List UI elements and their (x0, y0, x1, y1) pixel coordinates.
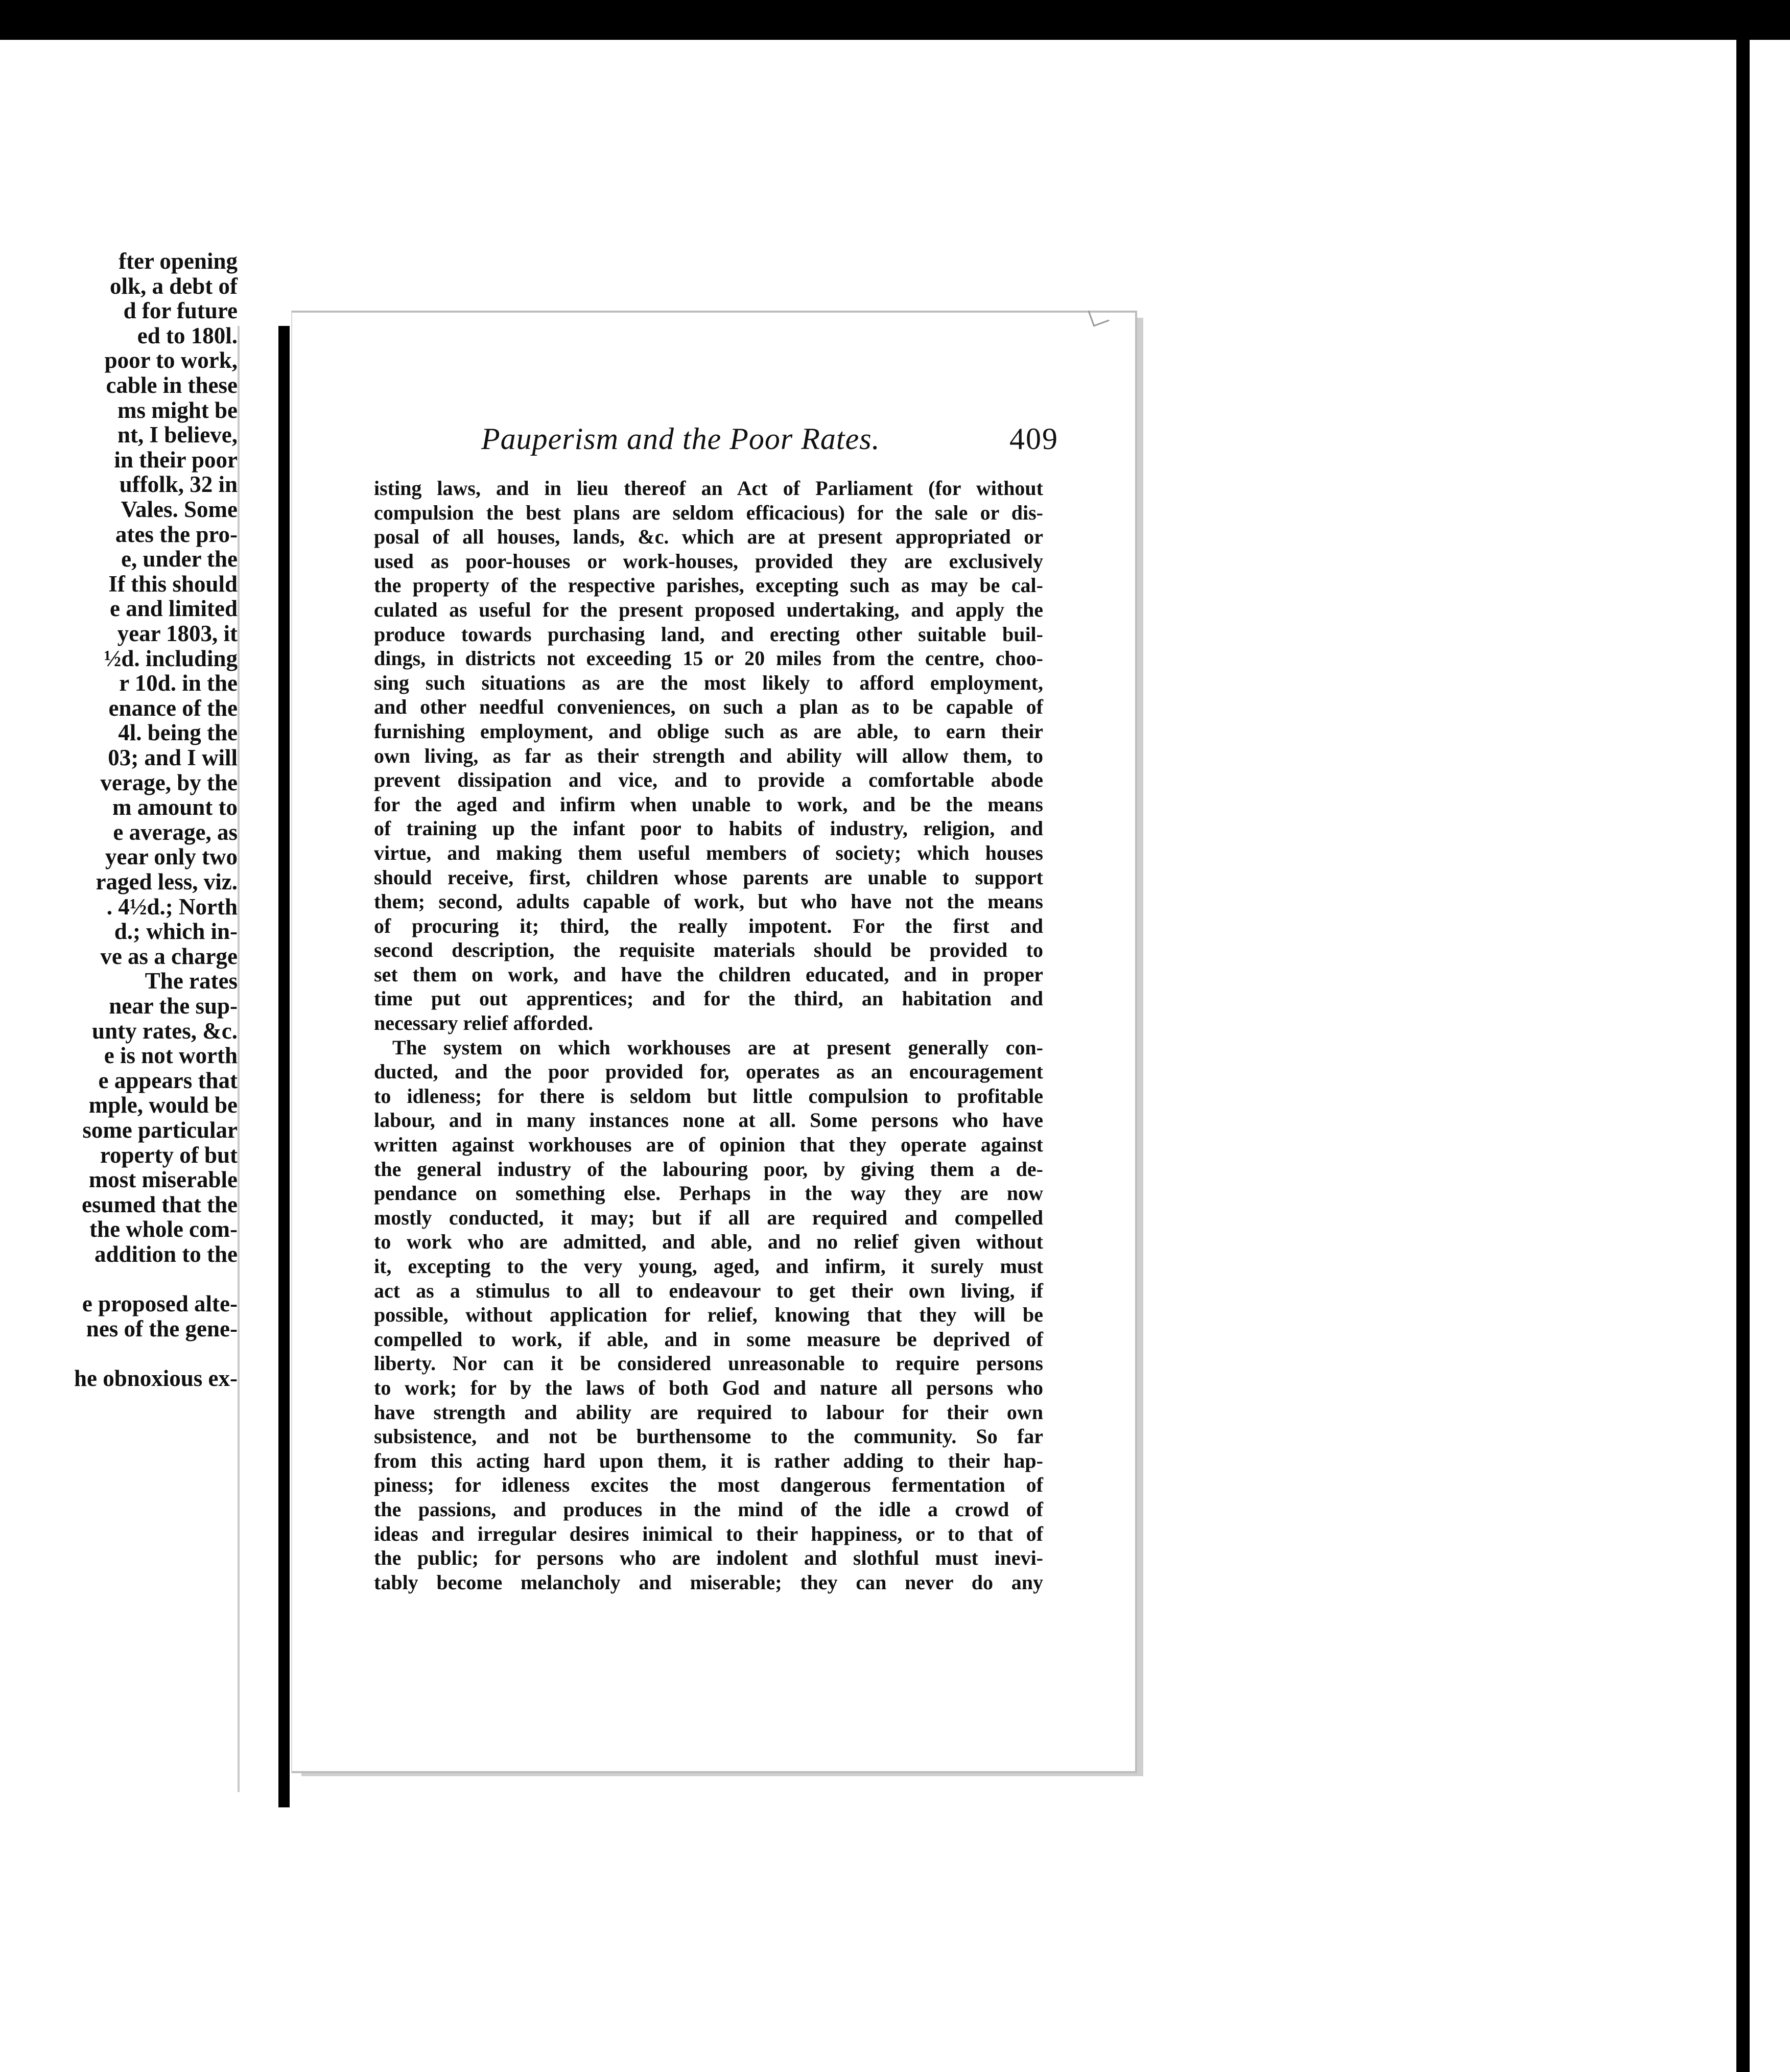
left-page-text-fragment: fter opening (119, 248, 238, 274)
text-line: isting laws, and in lieu thereof an Act of Parliament (for without (374, 477, 1043, 500)
body-text (374, 476, 1043, 1594)
text-line: produce towards purchasing land, and erecting other suitable buil- (374, 622, 1043, 646)
left-page-text-fragment: The rates (145, 968, 238, 994)
left-page-text-fragment: the whole com- (89, 1216, 238, 1242)
text-line: should receive, first, children whose parents are unable to support (374, 865, 1043, 889)
text-line: of procuring it; third, the really impotent. For the first and (374, 914, 1043, 937)
text-line: ducted, and the poor provided for, operates as an encouragement (374, 1060, 1043, 1084)
left-page-text-fragment: e is not worth (104, 1043, 238, 1069)
left-page-text-fragment: ed to 180l. (137, 322, 238, 348)
text-line: of training up the infant poor to habits of industry, religion, and (374, 817, 1043, 840)
left-page-text-fragment: addition to the (94, 1241, 238, 1267)
left-page-text-fragment: cable in these (106, 372, 238, 398)
text-line: possible, without application for relief, knowing that they will be (374, 1303, 1043, 1327)
left-page-text-fragment: most miserable (88, 1167, 238, 1193)
scan-top-border (0, 0, 1790, 40)
left-page-text-fragment: e, under the (121, 546, 238, 572)
text-line: labour, and in many instances none at all. Some persons who have (374, 1109, 1043, 1132)
scan-sheet (0, 40, 1750, 2072)
text-line: to idleness; for there is seldom but little compulsion to profitable (374, 1084, 1043, 1108)
text-line: time put out apprentices; and for the third, an habitation and (374, 987, 1043, 1010)
left-page-text-fragment: ½d. including (104, 645, 238, 671)
text-line: used as poor-houses or work-houses, provided they are exclusively (374, 549, 1043, 573)
right-page (291, 311, 1137, 1773)
text-line: virtue, and making them useful members of society; which houses (374, 841, 1043, 864)
text-line: furnishing employment, and oblige such as are able, to earn their (374, 719, 1043, 743)
text-line: liberty. Nor can it be considered unreasonable to require persons (374, 1352, 1043, 1375)
left-page-text-fragment: esumed that the (82, 1191, 238, 1217)
left-page-text-fragment: 03; and I will (108, 745, 238, 770)
text-line: from this acting hard upon them, it is rather adding to their hap- (374, 1449, 1043, 1472)
left-page-text-fragment: raged less, viz. (96, 869, 238, 894)
text-line: to work who are admitted, and able, and no relief given without (374, 1230, 1043, 1254)
left-page-text-fragment: 4l. being the (118, 720, 238, 746)
left-page-text-fragment: olk, a debt of (109, 273, 238, 299)
text-line: compulsion the best plans are seldom efficacious) for the sale or dis- (374, 501, 1043, 524)
text-line: own living, as far as their strength and ability will allow them, to (374, 744, 1043, 767)
left-page-text-fragment: in their poor (114, 446, 238, 473)
left-page-text-fragment: unty rates, &c. (92, 1018, 238, 1044)
book-gutter (278, 326, 290, 1807)
text-line: tably become melancholy and miserable; they can never do any (374, 1570, 1043, 1594)
text-line: act as a stimulus to all to endeavour to get their own living, if (374, 1279, 1043, 1302)
left-page-text-fragment: ve as a charge (100, 943, 238, 969)
running-head (481, 421, 1058, 457)
left-page-text-fragment: uffolk, 32 in (119, 472, 238, 498)
left-page-text-fragment: r 10d. in the (119, 670, 238, 696)
text-line: culated as useful for the present proposed undertaking, and apply the (374, 598, 1043, 621)
text-line: it, excepting to the very young, aged, and infirm, it surely must (374, 1255, 1043, 1278)
left-page-text-fragment: verage, by the (100, 769, 238, 795)
text-line: the general industry of the labouring poor, by giving them a de- (374, 1157, 1043, 1181)
left-page-text-fragment: enance of the (108, 695, 238, 721)
text-line: prevent dissipation and vice, and to provide a comfortable abode (374, 768, 1043, 792)
text-line: necessary relief afforded. (374, 1011, 594, 1035)
left-page-text-fragment: d.; which in- (114, 919, 238, 945)
page-number: 409 (1009, 422, 1058, 456)
running-head-title: Pauperism and the Poor Rates. (481, 422, 880, 456)
left-page-text-fragment: ms might be (117, 397, 238, 423)
left-page-text-fragment: If this should (108, 571, 238, 597)
left-page-text-fragment: year 1803, it (117, 621, 238, 646)
left-page-text-fragment: m amount to (112, 794, 238, 820)
left-page-text-fragment: d for future (123, 298, 238, 324)
left-page-text-fragment: e proposed alte- (82, 1291, 238, 1317)
left-page-text-fragment: year only two (105, 844, 238, 870)
text-line: written against workhouses are of opinion that they operate against (374, 1133, 1043, 1157)
text-line: set them on work, and have the children educated, and in proper (374, 962, 1043, 986)
text-line: for the aged and infirm when unable to work, and be the means (374, 792, 1043, 816)
left-page-text-fragment: near the sup- (109, 993, 238, 1019)
text-line: and other needful conveniences, on such a plan as to be capable of (374, 695, 1043, 719)
text-line: the property of the respective parishes, excepting such as may be cal- (374, 574, 1043, 597)
left-page-text-fragment: e and limited (109, 596, 238, 622)
left-page-text-fragment: ates the pro- (115, 521, 238, 547)
text-line: the public; for persons who are indolent and slothful must inevi- (374, 1546, 1043, 1570)
text-line: compelled to work, if able, and in some measure be deprived of (374, 1327, 1043, 1351)
left-page-text-fragment: e average, as (113, 819, 238, 845)
text-line: second description, the requisite materials should be provided to (374, 938, 1043, 962)
page-corner-fold (1088, 305, 1109, 326)
text-line: sing such situations as are the most likely to afford employment, (374, 671, 1043, 694)
left-page-text-fragment: roperty of but (100, 1142, 238, 1168)
text-line: have strength and ability are required to labour for their own (374, 1400, 1043, 1424)
left-page-text-fragment: he obnoxious ex- (74, 1365, 238, 1391)
left-page-text-fragment: nes of the gene- (86, 1315, 238, 1341)
left-page-text-fragment: nt, I believe, (117, 422, 238, 448)
left-page-text-fragment: e appears that (98, 1067, 238, 1093)
text-line: them; second, adults capable of work, but who have not the means (374, 890, 1043, 913)
text-line: ideas and irregular desires inimical to their happiness, or to that of (374, 1522, 1043, 1545)
text-line: The system on which workhouses are at present generally con- (392, 1035, 1043, 1059)
text-line: posal of all houses, lands, &c. which are at present appropriated or (374, 525, 1043, 549)
text-line: pendance on something else. Perhaps in the way they are now (374, 1182, 1043, 1205)
text-line: dings, in districts not exceeding 15 or 20 miles from the centre, choo- (374, 647, 1043, 670)
left-facing-page (0, 248, 240, 1792)
left-page-text-fragment: mple, would be (88, 1092, 238, 1118)
left-page-text-fragment: . 4½d.; North (106, 893, 238, 920)
text-line: the passions, and produces in the mind of the idle a crowd of (374, 1497, 1043, 1521)
text-line: subsistence, and not be burthensome to the community. So far (374, 1425, 1043, 1448)
left-page-text-fragment: poor to work, (104, 347, 238, 373)
left-page-text-fragment: Vales. Some (121, 497, 238, 522)
left-page-text-fragment: some particular (82, 1117, 238, 1143)
text-line: piness; for idleness excites the most dangerous fermentation of (374, 1473, 1043, 1497)
text-line: to work; for by the laws of both God and nature all persons who (374, 1376, 1043, 1399)
text-line: mostly conducted, it may; but if all are required and compelled (374, 1206, 1043, 1229)
